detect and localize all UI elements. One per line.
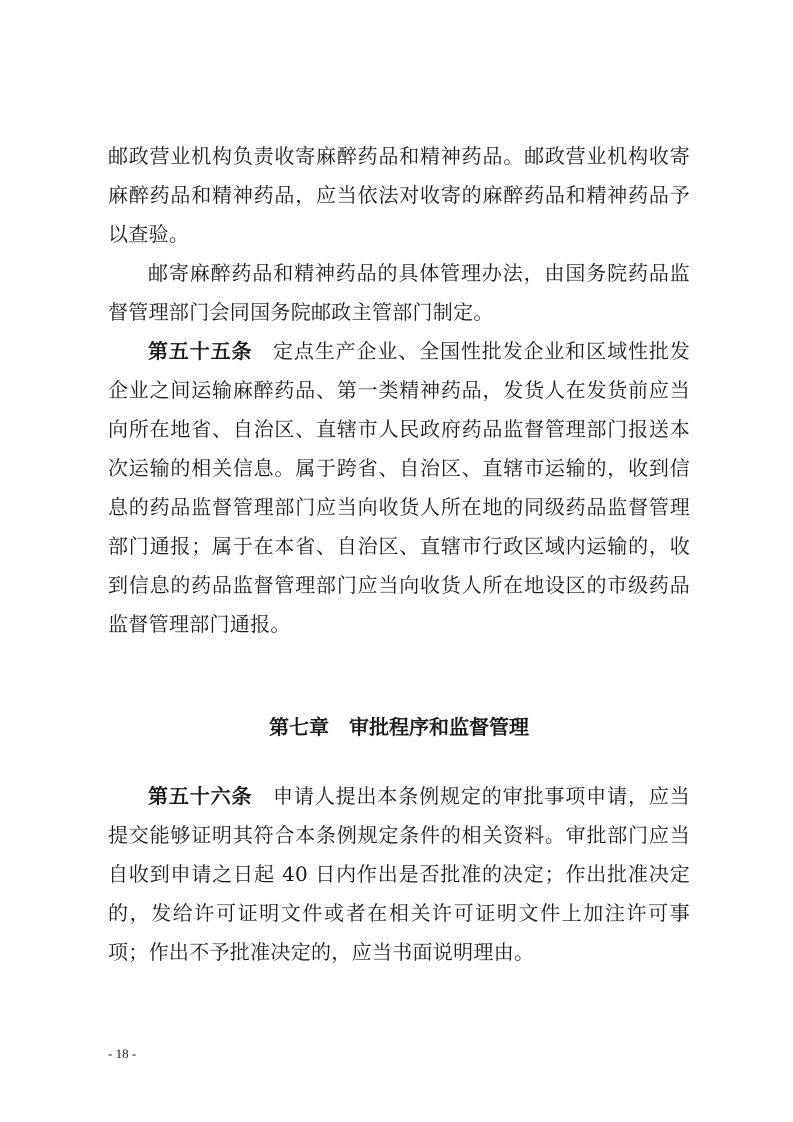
article-55-number: 第五十五条: [148, 339, 253, 363]
article-56: [108, 777, 690, 972]
page-number: - 18 -: [108, 1046, 137, 1061]
paragraph-mailing-rules: 邮寄麻醉药品和精神药品的具体管理办法，由国务院药品监督管理部门会同国务院邮政主管部门制定。: [108, 261, 690, 324]
article-55-text: 定点生产企业、全国性批发企业和区域性批发企业之间运输麻醉药品、第一类精神药品，发货人在发货前应当向所在地省、自治区、直辖市人民政府药品监督管理部门报送本次运输的相关信息。属于跨省、自治区、直辖市运输的，收到信息的药品监督管理部门应当向收货人所在地的同级药品监督管理部门通报；属于在本省、自治区、直辖市行政区域内运输的，收到信息的药品监督管理部门应当向收货人所在地设区的市级药品监督管理部门通报。: [108, 339, 691, 636]
body-upper: [108, 137, 690, 644]
article-55: [108, 332, 690, 644]
article-56-text: 申请人提出本条例规定的审批事项申请，应当提交能够证明其符合本条例规定条件的相关资料。审批部门应当自收到申请之日起 40 日内作出是否批准的决定；作出批准决定的，发给许可证明文件或者在相关许可证明文件上加注许可事项；作出不予批准决定的，应当书面说明理由。: [108, 784, 691, 964]
paragraph-postal-collection: 邮政营业机构负责收寄麻醉药品和精神药品。邮政营业机构收寄麻醉药品和精神药品，应当依法对收寄的麻醉药品和精神药品予以查验。: [108, 144, 690, 246]
body-lower: [108, 777, 690, 972]
article-56-number: 第五十六条: [148, 784, 253, 808]
chapter-title: 第七章 审批程序和监督管理: [269, 715, 529, 739]
